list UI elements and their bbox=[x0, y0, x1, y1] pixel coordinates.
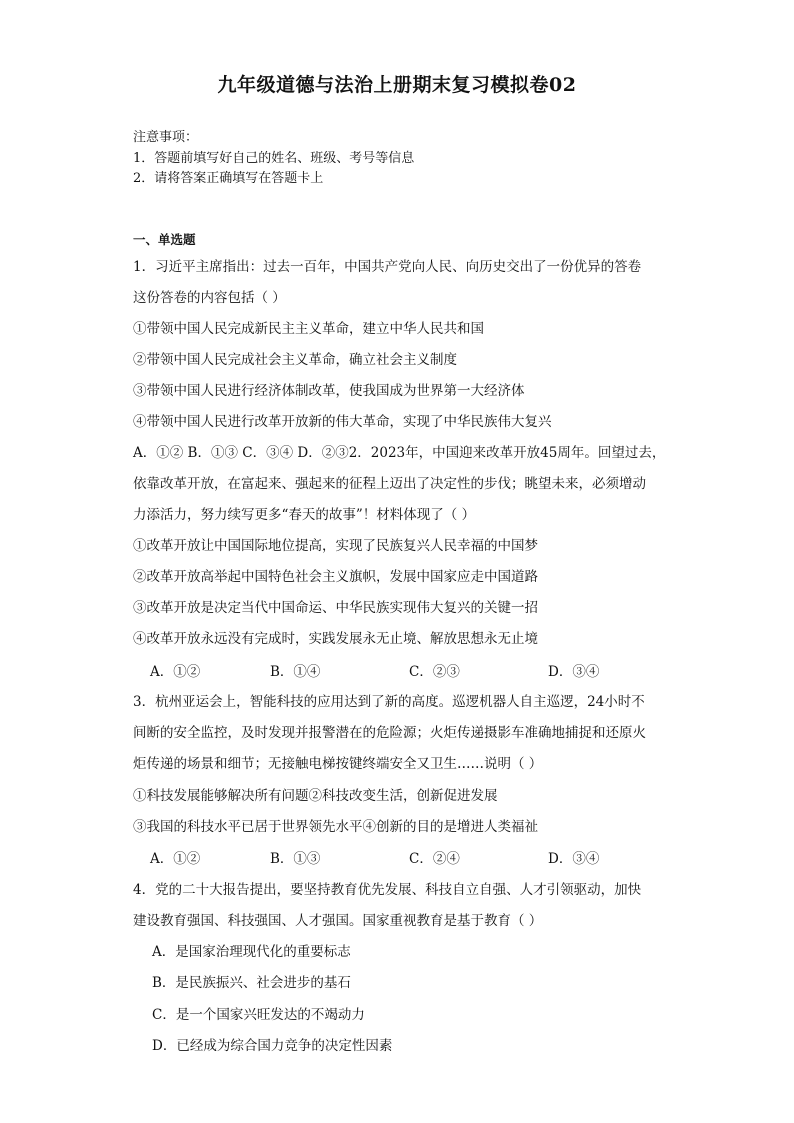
note-item: 1．答题前填写好自己的姓名、班级、考号等信息 bbox=[133, 151, 415, 166]
option-d[interactable]: D．③④ bbox=[548, 664, 600, 680]
section-heading: 一、单选题 bbox=[133, 232, 196, 247]
option-c[interactable]: C．是一个国家兴旺发达的不竭动力 bbox=[152, 1007, 365, 1023]
question-stem: 力添活力，努力续写更多“春天的故事”！材料体现了（ ） bbox=[133, 507, 476, 523]
page-title: 九年级道德与法治上册期末复习模拟卷02 bbox=[217, 74, 577, 96]
question-2-first-line bbox=[133, 441, 665, 461]
option-a[interactable]: A．是国家治理现代化的重要标志 bbox=[152, 944, 351, 960]
statement: ①改革开放让中国国际地位提高，实现了民族复兴人民幸福的中国梦 bbox=[133, 538, 538, 554]
statement: ③改革开放是决定当代中国命运、中华民族实现伟大复兴的关键一招 bbox=[133, 600, 538, 616]
option-c[interactable]: C．②④ bbox=[409, 851, 460, 867]
statement: ①带领中国人民完成新民主主义革命，建立中华人民共和国 bbox=[133, 321, 484, 337]
statement: ②改革开放高举起中国特色社会主义旗帜，发展中国家应走中国道路 bbox=[133, 569, 538, 585]
question-stem: 3．杭州亚运会上，智能科技的应用达到了新的高度。巡逻机器人自主巡逻，24小时不 bbox=[133, 694, 645, 710]
question-stem: 4．党的二十大报告提出，要坚持教育优先发展、科技自立自强、人才引领驱动，加快 bbox=[133, 882, 642, 898]
note-item: 2．请将答案正确填写在答题卡上 bbox=[133, 171, 324, 186]
statement: ②带领中国人民完成社会主义革命，确立社会主义制度 bbox=[133, 352, 457, 368]
statement: ④带领中国人民进行改革开放新的伟大革命，实现了中华民族伟大复兴 bbox=[133, 414, 552, 430]
option-a[interactable]: A．①② bbox=[150, 851, 201, 867]
option-b[interactable]: B．①④ bbox=[270, 664, 321, 680]
statement: ③带领中国人民进行经济体制改革，使我国成为世界第一大经济体 bbox=[133, 383, 525, 399]
option-c[interactable]: C．②③ bbox=[409, 664, 460, 680]
option-d[interactable]: D．已经成为综合国力竞争的决定性因素 bbox=[152, 1038, 393, 1054]
option-a[interactable]: A．①② bbox=[150, 664, 201, 680]
statement: ③我国的科技水平已居于世界领先水平④创新的目的是增进人类福祉 bbox=[133, 819, 538, 835]
question-stem: 1．习近平主席指出：过去一百年，中国共产党向人民、向历史交出了一份优异的答卷 bbox=[133, 259, 642, 275]
notes-heading: 注意事项： bbox=[133, 130, 199, 145]
question-stem: 间断的安全监控，及时发现并报警潜在的危险源；火炬传递摄影车准确地捕捉和还原火 bbox=[133, 725, 646, 741]
option-b[interactable]: B．是民族振兴、社会进步的基石 bbox=[152, 975, 351, 991]
question-stem: 依靠改革开放，在富起来、强起来的征程上迈出了决定性的步伐；眺望未来，必须增动 bbox=[133, 476, 646, 492]
option-d[interactable]: D．③④ bbox=[548, 851, 600, 867]
question-stem: 炬传递的场景和细节；无接触电梯按键终端安全又卫生……说明（ ） bbox=[133, 756, 543, 772]
question-stem: 建设教育强国、科技强国、人才强国。国家重视教育是基于教育（ ） bbox=[133, 913, 543, 929]
question-stem: 这份答卷的内容包括（ ） bbox=[133, 290, 286, 306]
statement: ④改革开放永远没有完成时，实践发展永无止境、解放思想永无止境 bbox=[133, 631, 538, 647]
inline-options: A．①② B．①③ C．③④ D．②③ bbox=[133, 445, 349, 461]
question-stem: 2．2023年，中国迎来改革开放45周年。回望过去， bbox=[348, 445, 666, 461]
statement: ①科技发展能够解决所有问题②科技改变生活，创新促进发展 bbox=[133, 788, 498, 804]
option-b[interactable]: B．①③ bbox=[270, 851, 321, 867]
